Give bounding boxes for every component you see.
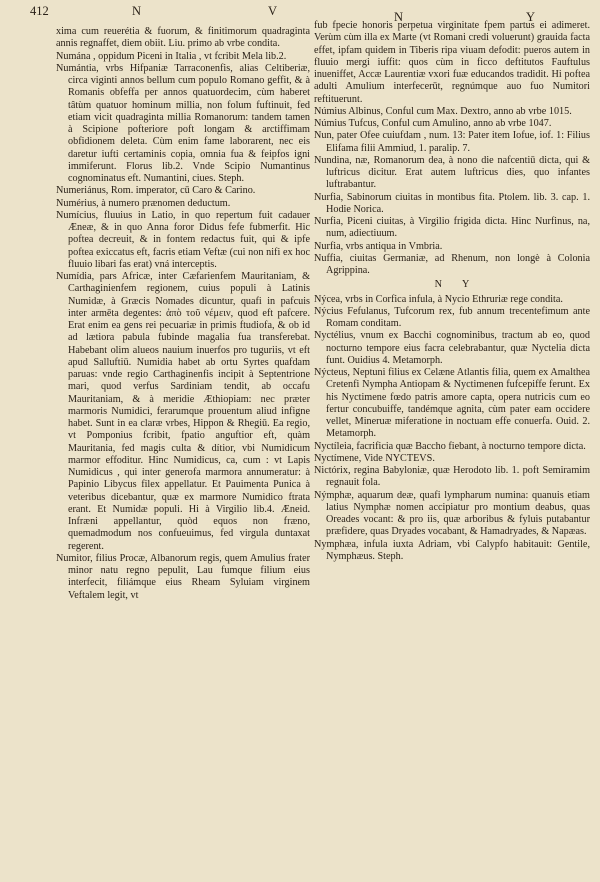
entry: Nurfia, Sabinorum ciuitas in montibus fita. Ptolem. lib. 3. cap. 1. Hodie Norica. [314, 191, 590, 215]
right-column [314, 20, 590, 563]
entry: Nurfia, Piceni ciuitas, à Virgilio frigida dicta. Hinc Nurfinus, na, num, adiectiuum. [314, 216, 590, 240]
left-column [56, 26, 310, 602]
entry: Numídia, pars Africæ, inter Cæfarienfem Mauritaniam, & Carthaginienfem regionem, cuius populi à Latinis Numidæ, à Græcis Nomades dicuntur, quafi in pafcuis inter armēta degentes: ἀπὸ τοῦ νέμειν, quod eft pafcere. Erat enim ea gens rei pecuariæ in primis ftudiofa, & ob id ad lætiora pabula fubinde magalia fua transferebat. Habebant olim alueos nauium inuerfos pro tuguriis, vt eft apud Salluftiū. Numidia habet ab ortu Syrtes quafdam paruas: vnde regio Carthaginenfis incipit à Septentrione mari, quod verfus Sardiniam tendit, ab occafu Mauritaniam, & à meridie Æthiopiam: nec præter marmoris Numidici, ferarumque prouentum aliud infigne habet. Sunt in ea claræ vrbes, Hippon & Rhegiū. Ea regio, vt Pomponius fcribit, fpatio anguftior eft, quàm Mauritania, fed magis culta & dítior, vbi Numidicum marmor effoditur. Hinc Numidicus, ca, cum : vt Lapis Numidicus , qui inter generofa marmora annumeratur: à Papinio Libycus filex appellatur. Et Pauimenta Punica à veteribus dicebantur, quæ ex marmore Numidico ftrata erant. Et Numidæ populi. Hi à Virgilio lib.4. Æneid. Infræni appellantur, quòd equos non fræno, quemadmodum nos confueuimus, fed virgula duntaxat regerent. [56, 271, 310, 552]
entry: Númius Tufcus, Conful cum Amulino, anno ab vrbe 1047. [314, 118, 552, 129]
entry: Nundina, næ, Romanorum dea, à nono die nafcentiū dicta, qui & luftricus dicitur. Erat autem luftricus dies, quo infantes luftrabantur. [314, 154, 590, 191]
entry: Numána , oppidum Piceni in Italia , vt fcribit Mela lib.2. [56, 50, 287, 62]
entry: Nictórix, regina Babyloniæ, quæ Herodoto lib. 1. poft Semiramim regnauit fola. [314, 465, 590, 489]
entry: Nun, pater Ofee cuiufdam , num. 13: Pater item Iofue, iof. 1: Filius Elifama filii Ammiud, 1. paralip. 7. [314, 130, 590, 154]
entry: Nuffia, ciuitas Germaniæ, ad Rhenum, non longè à Colonia Agrippina. [314, 252, 590, 276]
entry: fub fpecie honoris perpetua virginitate fpem partus ei adimeret. Verùm cùm illa ex Marte (vt Romani credi voluerunt) grauida facta effet, ipfam quidem in Tiberis ripa viuam defodit: pueros autem in fluuio mergi iuffit: quos cùm in ficco deftitutos Fauftulus inueniffet, Accæ Laurentiæ vxori fuæ educandos tradidit. Hi poftea adulti Amulium interfecerūt, regnúmque auo fuo Numitori reftituerunt. [314, 20, 590, 105]
entry: Nýcea, vrbs in Corfica infula, à Nycio Ethruriæ rege condita. [314, 293, 563, 305]
entry: Numitor, filius Procæ, Albanorum regis, quem Amulius frater minor natu regno pepulit, Lau fumque filium eius interfecit, filiámque eius Rheam Syluiam virginem Veftalem legit, vt [56, 552, 310, 601]
entry: Numántia, vrbs Hifpaniæ Tarraconenfis, alias Celtiberiæ, circa viginti annos bellum cum populo Romano geffit, & à Romanis obfeffa per annos quatuordecim, cùm haberet tâtùm quatuor hominum millia, non folum fuftinuit, fed etiam vicit quadraginta millia Romanorum: tandem tamen à Scipione pofteriore poft longam & arctiffimam obfidionem deleta. Cùm enim fame laborarent, nec eis daretur iufti certaminis copia, omnia fua & feipfos igni immiferunt. Florus lib.2. Vnde Scipio Numantinus cognominatus eft. Numantini, ciues. Steph. [56, 62, 310, 184]
entry: Númius Albinus, Conful cum Max. Dextro, anno ab vrbe 1015. [314, 105, 572, 117]
running-head-left-letter-2: V [268, 4, 278, 18]
entry: Nyctélius, vnum ex Bacchi cognominibus, tractum ab eo, quod nocturno tempore eius facra celebrabantur, quæ Nyctelia dicta funt. Ouidius 4. Metamorph. [314, 330, 590, 366]
entry: Numérius, à numero prænomen deductum. [56, 197, 231, 209]
entry: Nýcius Fefulanus, Tufcorum rex, fub annum trecentefimum ante Romam conditam. [314, 305, 590, 329]
entry: Nyctímene, Vide NYCTEVS. [314, 452, 435, 464]
entry: Nurfia, vrbs antiqua in Vmbria. [314, 240, 443, 252]
entry: Nýmphæ, aquarum deæ, quafi lympharum numina: quanuis etiam latius Nymphæ nomen accipiatur pro montium deabus, quas Oreades vocant: & pro iis, quæ arboribus & fyluis putabantur præfidere, quas Dryades vocabant, & Hamadryades, & Napæas. [314, 489, 590, 538]
running-head-right-letter: N [394, 10, 404, 24]
running-head-right-letter-2: Y [526, 10, 536, 24]
entry: Nymphæa, infula iuxta Adriam, vbi Calypfo habitauit: Gentile, Nymphæus. Steph. [314, 538, 590, 562]
entry: Nyctíleia, facrificia quæ Baccho fiebant, à nocturno tempore dicta. [314, 440, 586, 452]
entry: xima cum reuerétia & fuorum, & finitimorum quadraginta annis regnaffet, diem obiit. Liu. primo ab vrbe condita. [56, 26, 310, 50]
section-heading: N Y [434, 279, 470, 291]
entry: Numeriánus, Rom. imperator, cū Caro & Carino. [56, 185, 256, 197]
page-number: 412 [30, 4, 49, 18]
running-head-left-letter: N [132, 4, 142, 18]
entry: Nýcteus, Neptuni filius ex Celæne Atlantis filia, quem ex Amalthea Cretenfi Nympha Antiopam & Nyctimenen fufcepiffe ferunt. Ex his Nyctimene fœdo patris amore capta, opera nutricis cum eo fertur concubuiffe, tandémque agnita, cùm pater eam occidere vellet, Mineruæ miferatione in noctuam effe conuerfa. Ouid. 2. Metamorph. [314, 367, 590, 440]
entry: Numícius, fluuius in Latio, in quo repertum fuit cadauer Æneæ, & in quo Anna foror Didus fefe fubmerfit. Hic poftea decreuit, & in fontem redactus fuit, qui & ipfe poftea exiccatus eft, facris etiam Veftæ (cui non nifi ex hoc fluuio libari fas erat) vná interceptis. [56, 209, 310, 270]
